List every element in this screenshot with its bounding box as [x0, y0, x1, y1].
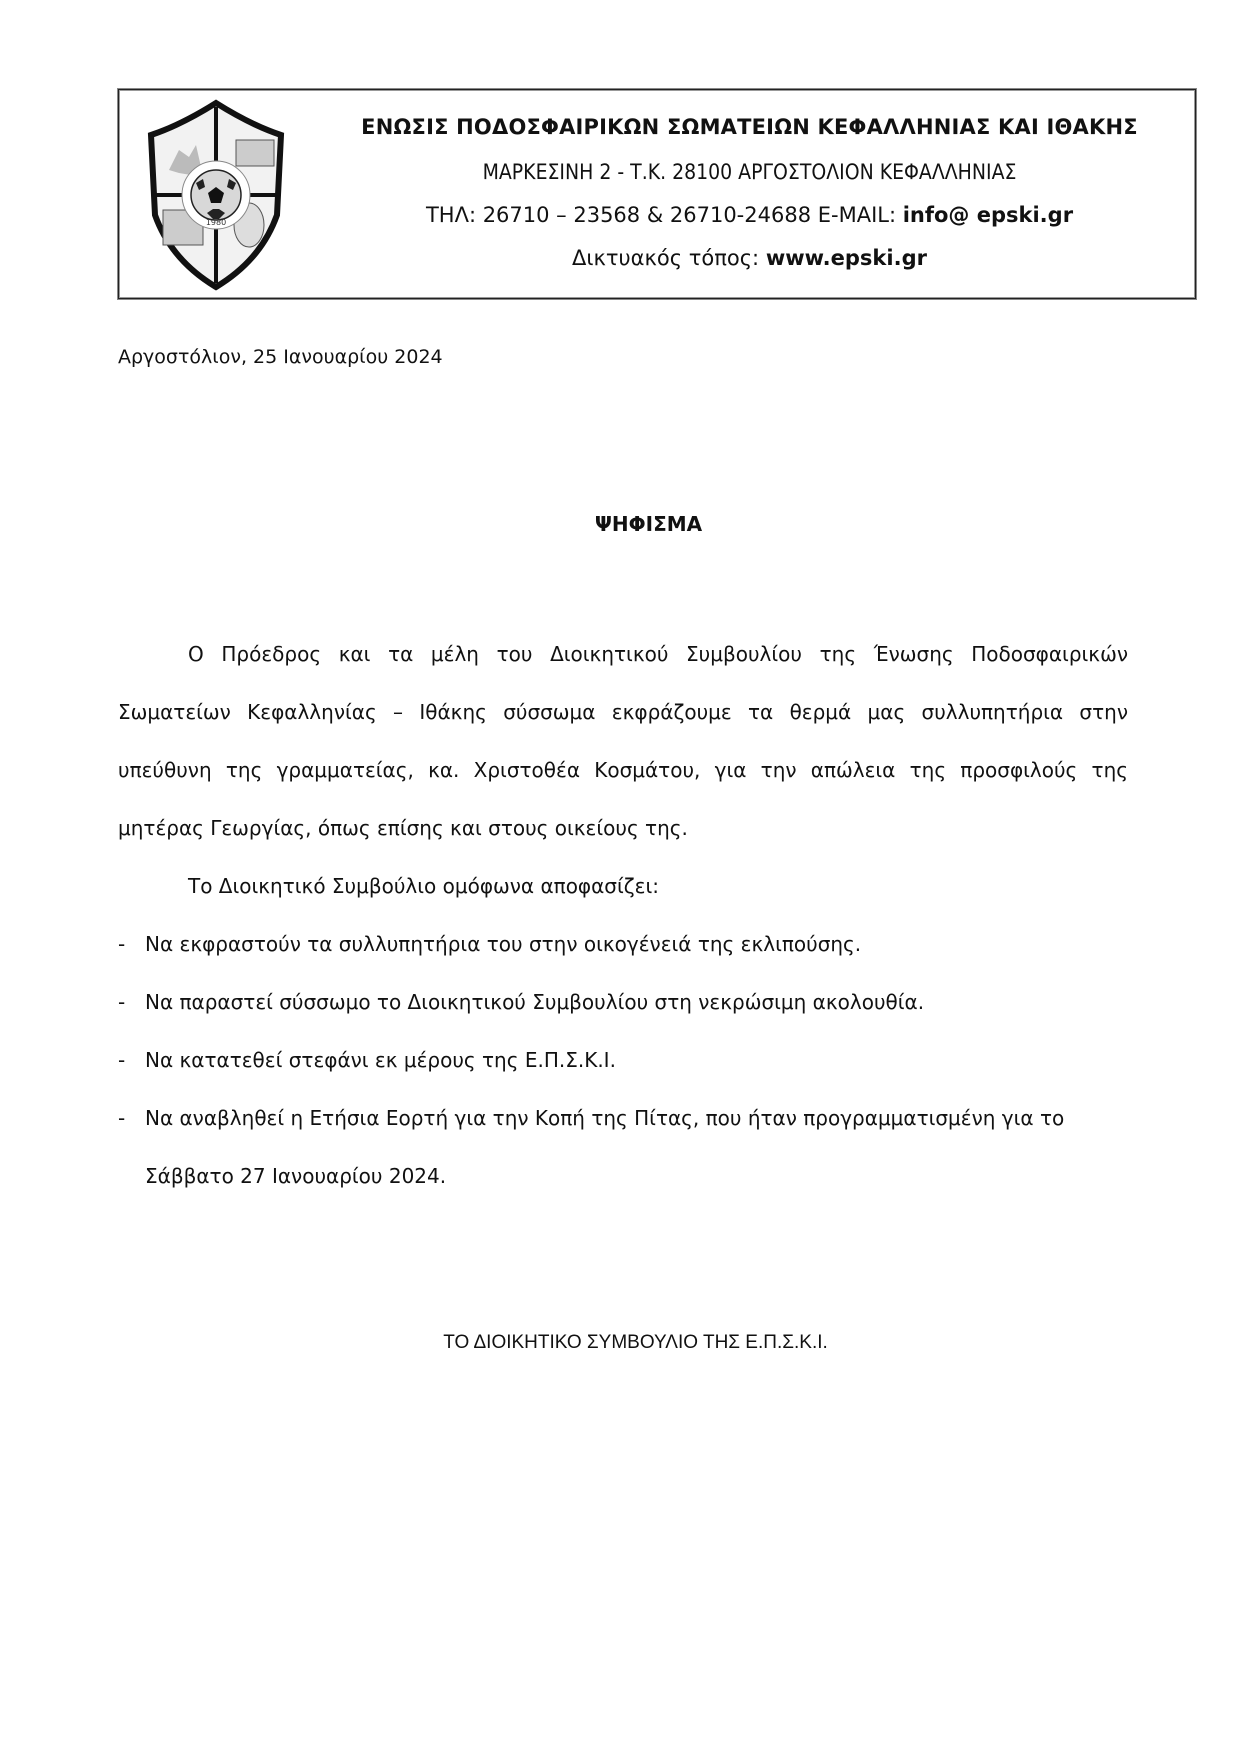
decisions-list [118, 915, 1128, 1205]
list-item: - Να αναβληθεί η Ετήσια Εορτή για την Κοπή της Πίτας, που ήταν προγραμματισμένη για το Σάββατο 27 Ιανουαρίου 2024. [118, 1089, 1128, 1205]
email-link[interactable]: info@ epski.gr [902, 203, 1074, 227]
phone-text: ΤΗΛ: 26710 – 23568 & 26710-24688 E-MAIL: [425, 203, 903, 227]
organization-name: ΕΝΩΣΙΣ ΠΟΔΟΣΦΑΙΡΙΚΩΝ ΣΩΜΑΤΕΙΩΝ ΚΕΦΑΛΛΗΝΙΑΣ ΚΑΙ ΙΘΑΚΗΣ [361, 115, 1138, 139]
svg-text:1980: 1980 [205, 218, 227, 227]
website-line [314, 246, 1185, 270]
document-title: ΨΗΦΙΣΜΑ [594, 512, 703, 536]
letterhead [118, 89, 1196, 299]
paragraph-decision-intro: Το Διοικητικό Συμβούλιο ομόφωνα αποφασίζει: [188, 874, 659, 898]
website-link[interactable]: www.epski.gr [765, 246, 927, 270]
organization-address: ΜΑΡΚΕΣΙΝΗ 2 - Τ.Κ. 28100 ΑΡΓΟΣΤΟΛΙΟΝ ΚΕΦΑΛΛΗΝΙΑΣ [482, 160, 1017, 184]
paragraph-condolences: Ο Πρόεδρος και τα μέλη του Διοικητικού Συμβουλίου της Ένωσης Ποδοσφαιρικών Σωματείων Κεφαλληνίας – Ιθάκης σύσσωμα εκφράζουμε τα θερμά μας συλλυπητήρια στην υπεύθυνη της γραμματείας, κα. Χριστοθέα Κοσμάτου, για την απώλεια της προσφιλούς της μητέρας Γεωργίας, όπως επίσης και στους οικείους της. [118, 642, 1128, 840]
contact-line [314, 203, 1185, 227]
date-line: Αργοστόλιον, 25 Ιανουαρίου 2024 [118, 346, 443, 368]
crest-logo-icon [141, 95, 291, 295]
dash-bullet-icon: - [118, 1048, 126, 1072]
dash-bullet-icon: - [118, 990, 126, 1014]
website-label: Δικτυακός τόπος: [572, 246, 766, 270]
list-item: - Να κατατεθεί στεφάνι εκ μέρους της Ε.Π.Σ.Κ.Ι. [118, 1031, 1128, 1089]
list-item: - Να εκφραστούν τα συλλυπητήρια του στην οικογένειά της εκλιπούσης. [118, 915, 1128, 973]
dash-bullet-icon: - [118, 932, 126, 956]
signature: ΤΟ ΔΙΟΙΚΗΤΙΚΟ ΣΥΜΒΟΥΛΙΟ ΤΗΣ Ε.Π.Σ.Κ.Ι. [443, 1332, 828, 1353]
dash-bullet-icon: - [118, 1106, 126, 1130]
list-item: - Να παραστεί σύσσωμο το Διοικητικού Συμβουλίου στη νεκρώσιμη ακολουθία. [118, 973, 1128, 1031]
